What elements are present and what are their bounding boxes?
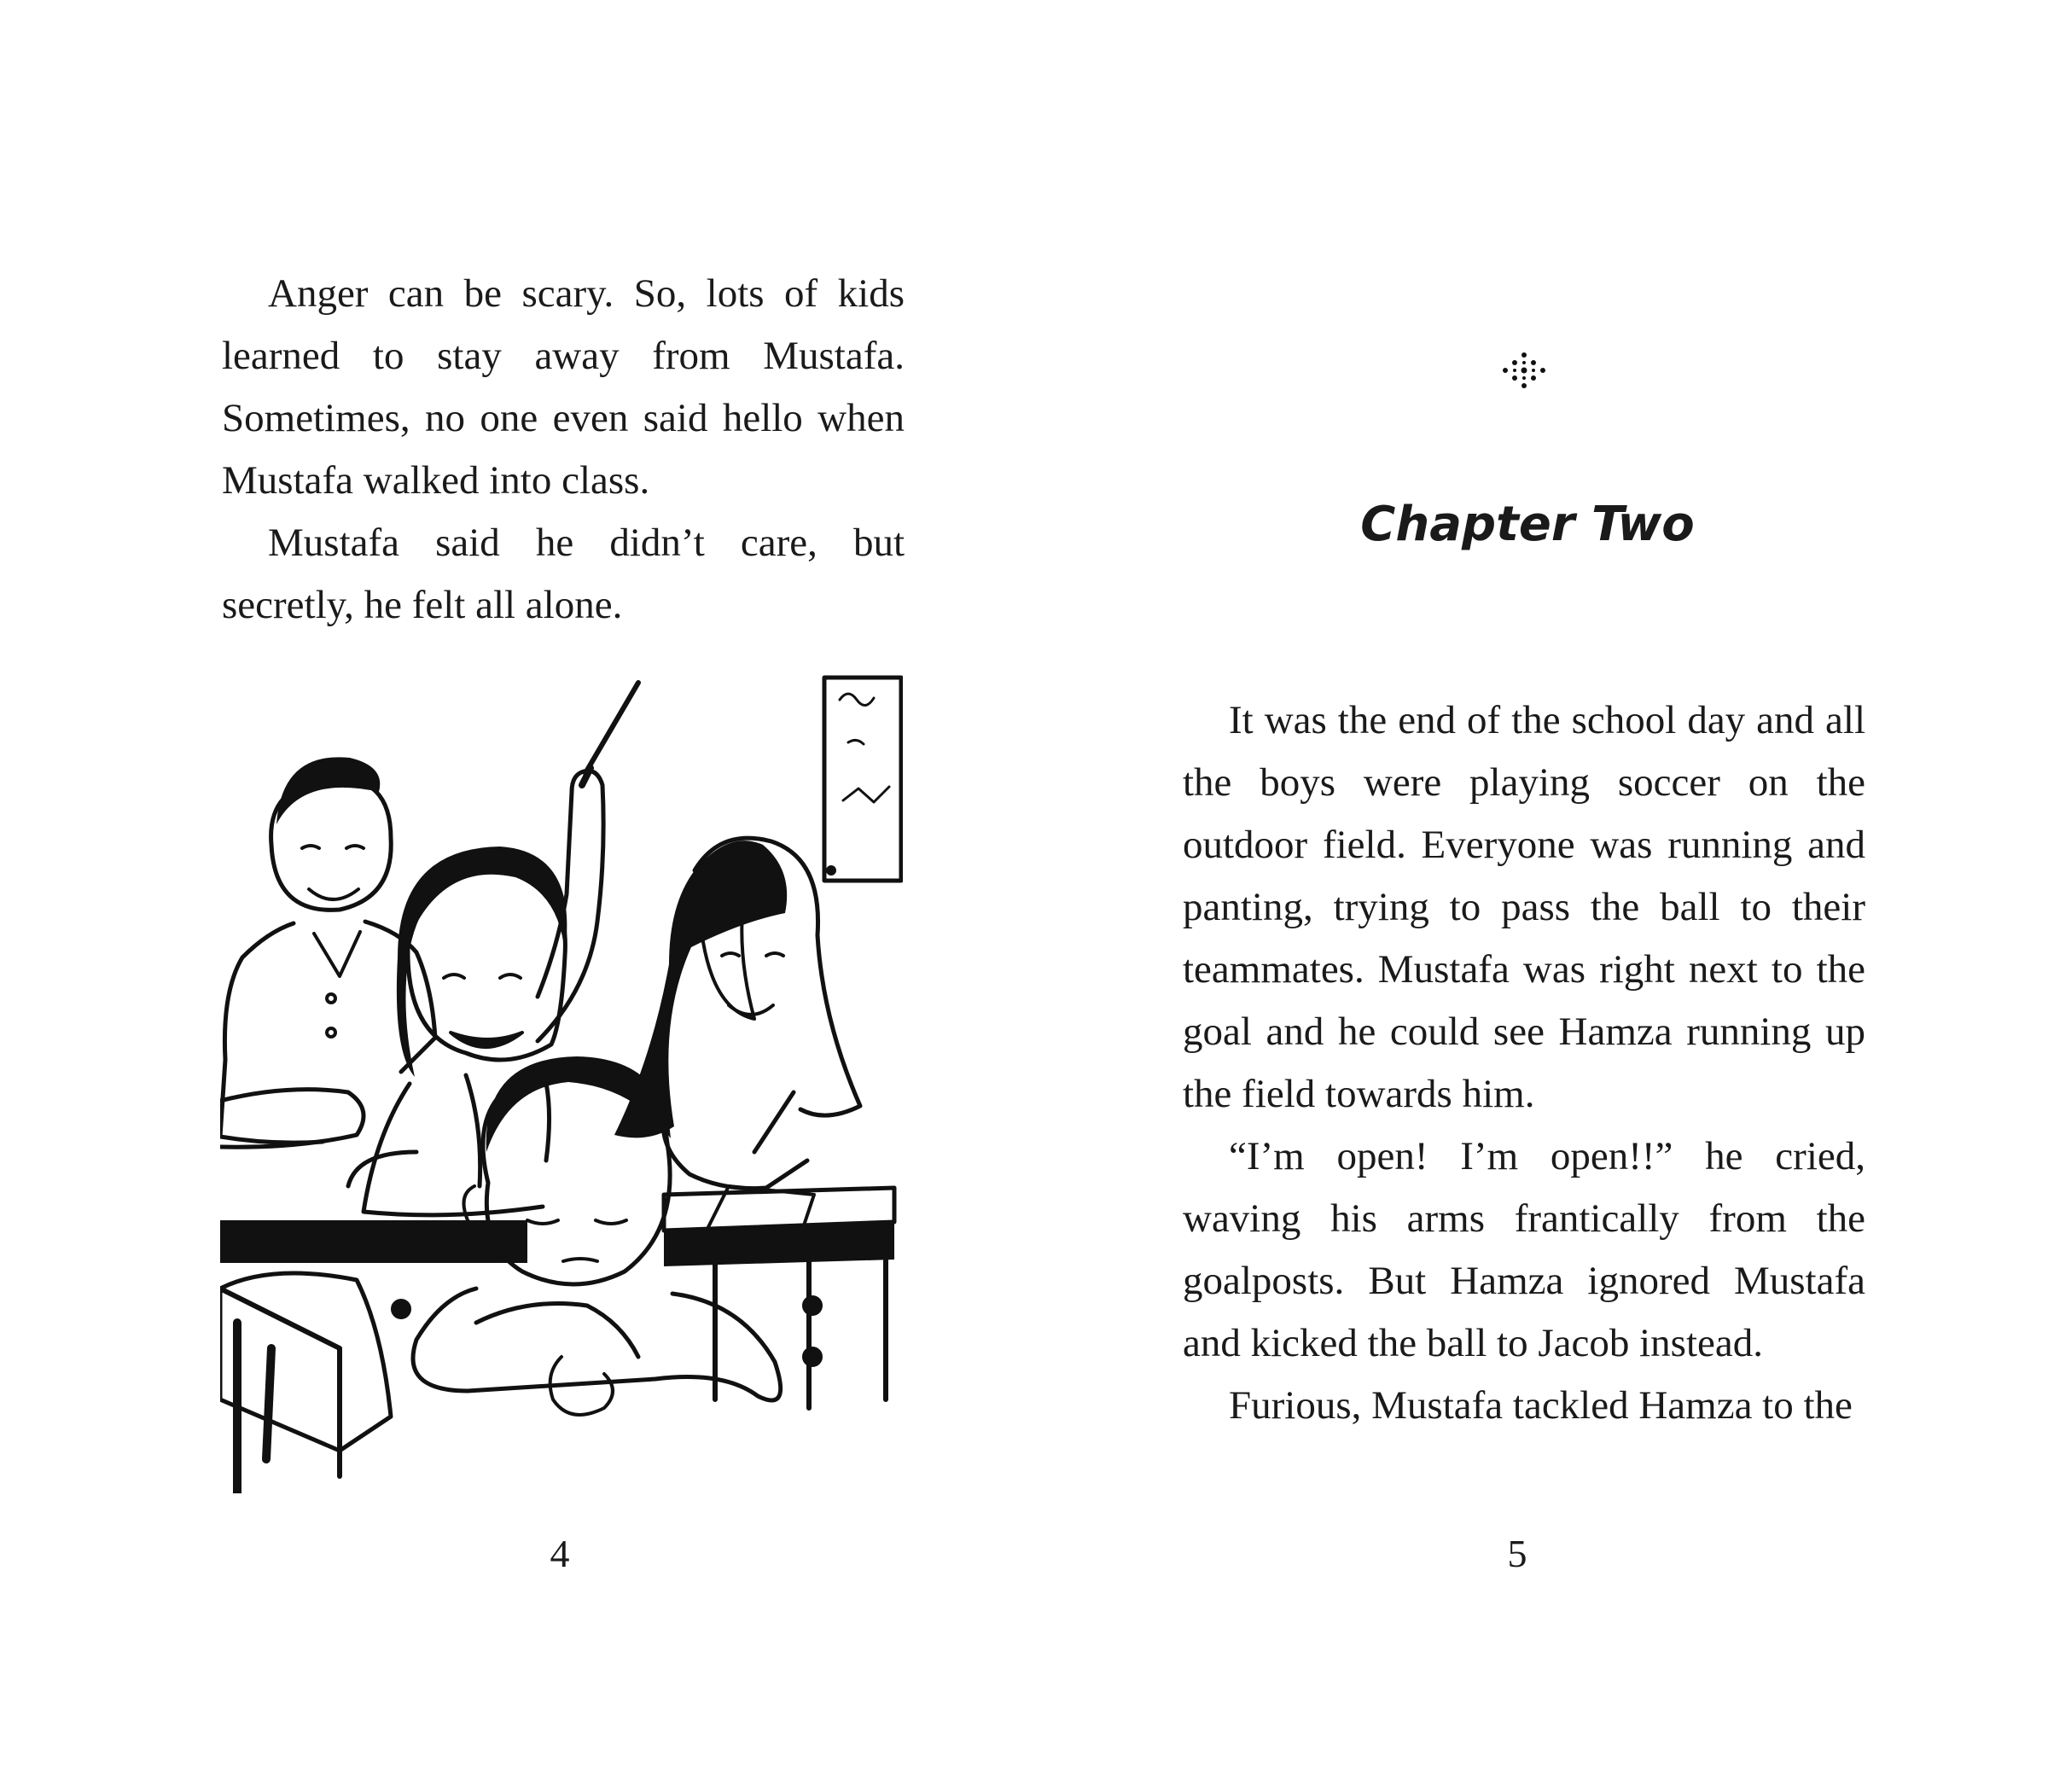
right-page-text: [1183, 689, 1865, 1437]
paragraph: It was the end of the school day and all the boys were playing soccer on the outdoor field. Everyone was running and panting, trying to pass the ball to their teammates. Mustafa was right next to the goal and he could see Hamza running up the field towards him.: [1183, 698, 1865, 1116]
chapter-title: Chapter Two: [1360, 497, 1695, 552]
paragraph: Furious, Mustafa tackled Hamza to the: [1229, 1383, 1853, 1428]
whiteboard: [824, 678, 901, 881]
paragraph: “I’m open! I’m open!!” he cried, waving his arms frantically from the goalposts. But Hamza ignored Mustafa and kicked the ball to Jacob instead.: [1183, 1134, 1865, 1365]
page-number: 5: [1507, 1532, 1527, 1575]
classroom-desks: [220, 1188, 894, 1493]
chapter-ornament-icon: [1498, 352, 1550, 389]
left-page-text: [222, 263, 905, 637]
paragraph: Mustafa said he didn’t care, but secretly, he felt all alone.: [222, 521, 905, 627]
page-number: 4: [550, 1532, 570, 1575]
right-page: [1024, 0, 2048, 1792]
paragraph: Anger can be scary. So, lots of kids learned to stay away from Mustafa. Sometimes, no one even said hello when Mustafa walked into class.: [222, 271, 905, 503]
smiling-girl-figure: [614, 838, 860, 1246]
classroom-illustration: [220, 674, 903, 1493]
